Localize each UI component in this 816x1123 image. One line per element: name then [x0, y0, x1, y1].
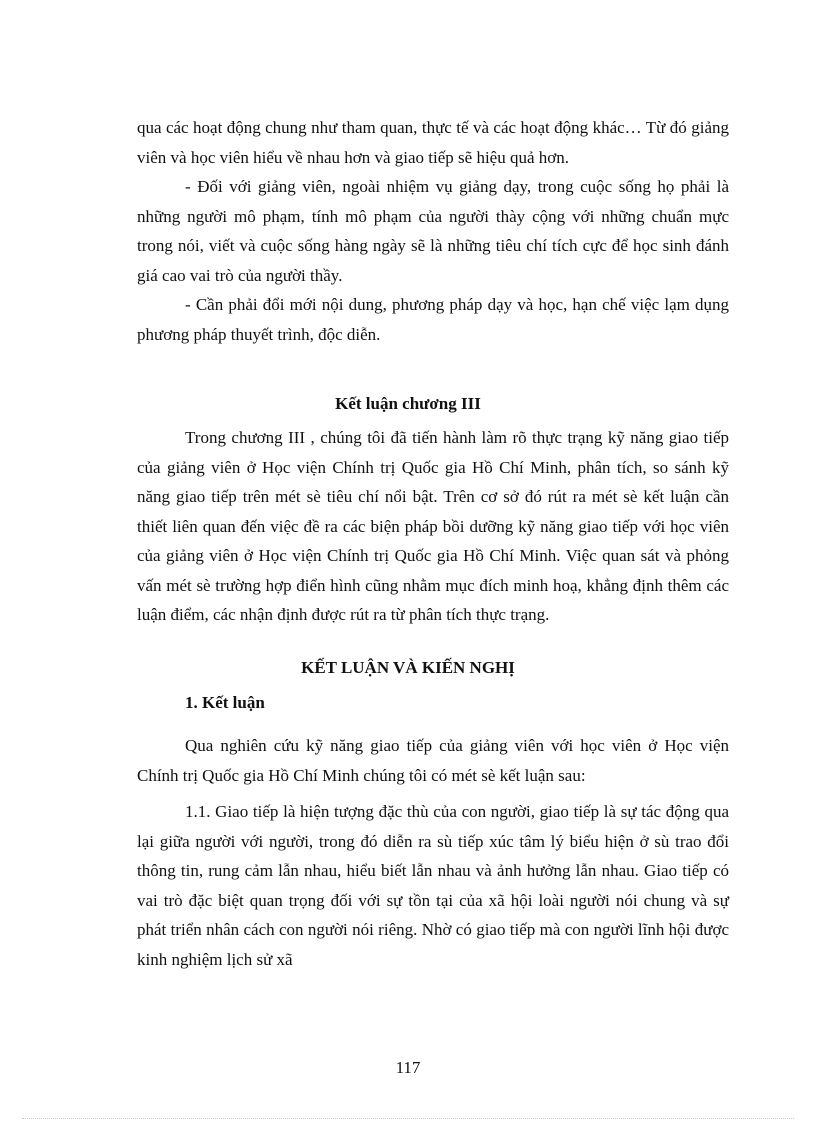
section-1-point-1-1: 1.1. Giao tiếp là hiện tượng đặc thù của con người, giao tiếp là sự tác động qua lại giữa người với người, trong đó diễn ra sù tiếp xúc tâm lý biểu hiện ở sù trao đổi thông tin, rung cảm lẫn nhau, hiểu biết lẫn nhau và ảnh hưởng lẫn nhau. Giao tiếp có vai trò đặc biệt quan trọng đối với sự tồn tại của xã hội loài người nói chung và sự phát triển nhân cách con người nói riêng. Nhờ có giao tiếp mà con người lĩnh hội được kinh nghiệm lịch sử xã: [137, 802, 729, 969]
chapter-conclusion-body: Trong chương III , chúng tôi đã tiến hành làm rõ thực trạng kỹ năng giao tiếp của giảng viên ở Học viện Chính trị Quốc gia Hồ Chí Minh, phân tích, so sánh kỹ năng giao tiếp trên mét sè tiêu chí nổi bật. Trên cơ sở đó rút ra mét sè kết luận cần thiết liên quan đến việc đề ra các biện pháp bồi dưỡng kỹ năng giao tiếp với học viên của giảng viên ở Học viện Chính trị Quốc gia Hồ Chí Minh. Việc quan sát và phỏng vấn mét sè trường hợp điển hình cũng nhằm mục đích minh hoạ, khẳng định thêm các luận điểm, các nhận định được rút ra từ phân tích thực trạng.: [137, 428, 729, 624]
section-1-title: 1. Kết luận: [185, 693, 265, 712]
main-heading: KẾT LUẬN VÀ KIẾN NGHỊ: [301, 658, 515, 677]
section-1-intro: Qua nghiên cứu kỹ năng giao tiếp của giảng viên với học viên ở Học viện Chính trị Quốc gia Hồ Chí Minh chúng tôi có mét sè kết luận sau:: [137, 736, 729, 785]
page-number: 117: [395, 1058, 421, 1077]
page-bottom-divider: [22, 1118, 794, 1119]
paragraph-lecturer-role: - Đối với giảng viên, ngoài nhiệm vụ giảng dạy, trong cuộc sống họ phải là những người mô phạm, tính mô phạm của người thày cộng với những chuẩn mực trong nói, viết và cuộc sống hàng ngày sẽ là những tiêu chí tích cực để học sinh đánh giá cao vai trò của người thầy.: [137, 177, 729, 285]
paragraph-continuation: qua các hoạt động chung như tham quan, thực tế và các hoạt động khác… Từ đó giảng viên và học viên hiểu về nhau hơn và giao tiếp sẽ hiệu quả hơn.: [137, 118, 729, 167]
paragraph-method-innovation: - Cần phải đổi mới nội dung, phương pháp dạy và học, hạn chế việc lạm dụng phương pháp thuyết trình, độc diễn.: [137, 295, 729, 344]
chapter-conclusion-title: Kết luận chương III: [335, 394, 481, 413]
